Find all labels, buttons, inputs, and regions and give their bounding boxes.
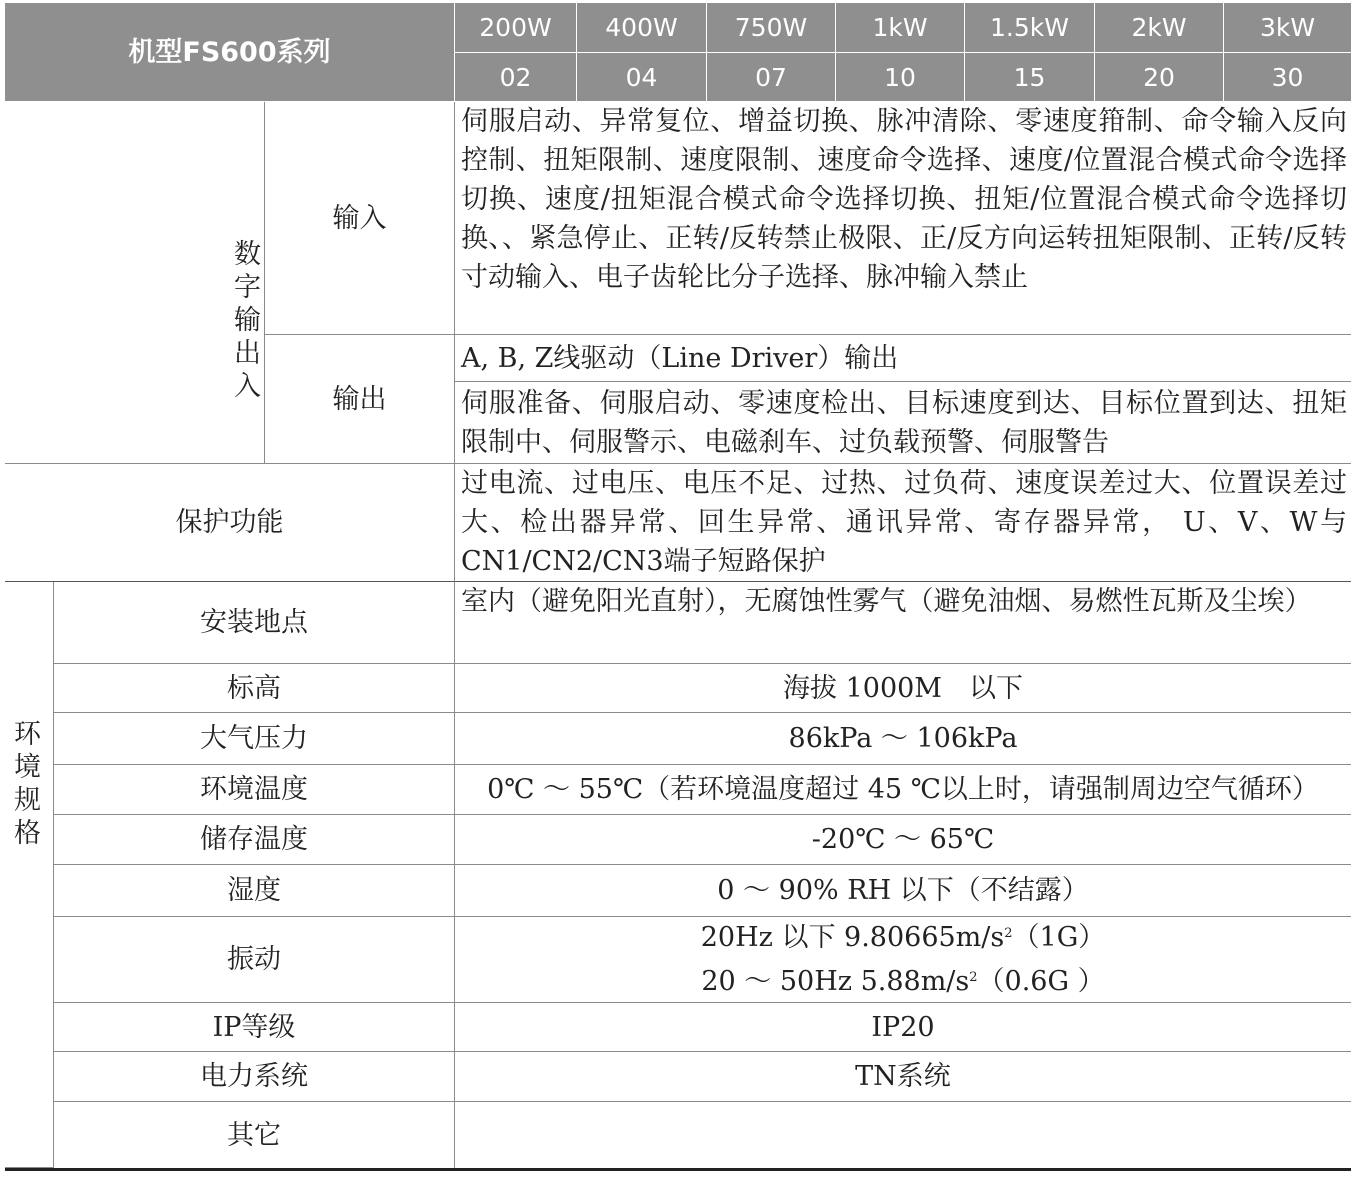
code-15: 15 <box>965 53 1095 102</box>
env-row-label: IP等级 <box>54 1003 455 1052</box>
protection-description: 过电流、过电压、电压不足、过热、过负荷、速度误差过大、位置误差过大、检出器异常、回生异常、通讯异常、寄存器异常， U、V、W与 CN1/CN2/CN3端子短路保护 <box>455 464 1351 582</box>
power-200w: 200W <box>455 3 577 53</box>
env-row-value: TN系统 <box>455 1052 1351 1102</box>
model-series-title: 机型FS600系列 <box>5 3 455 102</box>
env-row-label: 电力系统 <box>54 1052 455 1102</box>
env-row-label: 标高 <box>54 664 455 713</box>
output-description: 伺服准备、伺服启动、零速度检出、目标速度到达、目标位置到达、扭矩限制中、伺服警示、电磁刹车、过负载预警、伺服警告 <box>455 382 1351 464</box>
env-row-value: 0 ～ 90% RH 以下（不结露） <box>455 865 1351 917</box>
env-row-value: 海拔 1000M 以下 <box>455 664 1351 713</box>
power-750w: 750W <box>707 3 836 53</box>
env-row-value: 室内（避免阳光直射），无腐蚀性雾气（避免油烟、易燃性瓦斯及尘埃） <box>455 582 1351 664</box>
env-row-label: 其它 <box>54 1102 455 1168</box>
spec-table <box>5 3 1351 1171</box>
code-20: 20 <box>1095 53 1224 102</box>
env-row-label: 安装地点 <box>54 582 455 664</box>
code-10: 10 <box>836 53 965 102</box>
env-row-label: 振动 <box>54 917 455 1003</box>
code-02: 02 <box>455 53 577 102</box>
env-row-value: -20℃ ～ 65℃ <box>455 815 1351 865</box>
vibration-line-1: 20Hz 以下 $9.80665m/s^2(1G)$ <box>700 921 1106 953</box>
env-row-value: 86kPa ～ 106kPa <box>455 713 1351 765</box>
env-row-label: 环境温度 <box>54 765 455 815</box>
input-description: 伺服启动、异常复位、增益切换、脉冲清除、零速度箝制、命令输入反向控制、扭矩限制、速度限制、速度命令选择、速度/位置混合模式命令选择切换、速度/扭矩混合模式命令选择切换、扭矩/位置混合模式命令选择切换、、紧急停止、正转/反转禁止极限、正/反方向运转扭矩限制、正转/反转寸动输入、电子齿轮比分子选择、脉冲输入禁止 <box>455 102 1351 335</box>
power-1kw: 1kW <box>836 3 965 53</box>
environment-label: 环境规格 <box>5 582 54 1168</box>
vibration-line-2: 20 ～ 50Hz $5.88m/s^2(0.6G$ ） <box>701 965 1105 997</box>
env-row-value <box>455 1102 1351 1168</box>
protection-label: 保护功能 <box>5 464 455 582</box>
power-1-5kw: 1.5kW <box>965 3 1095 53</box>
env-row-value: 0℃ ～ 55℃（若环境温度超过 45 ℃以上时，请强制周边空气循环） <box>455 765 1351 815</box>
power-400w: 400W <box>577 3 707 53</box>
env-row-label: 储存温度 <box>54 815 455 865</box>
input-label: 输入 <box>265 102 455 335</box>
power-3kw: 3kW <box>1224 3 1351 53</box>
env-row-label: 大气压力 <box>54 713 455 765</box>
code-04: 04 <box>577 53 707 102</box>
output-line-driver: A, B, Z线驱动（Line Driver）输出 <box>455 335 1351 382</box>
code-30: 30 <box>1224 53 1351 102</box>
env-row-label: 湿度 <box>54 865 455 917</box>
output-label: 输出 <box>265 335 455 464</box>
power-2kw: 2kW <box>1095 3 1224 53</box>
code-07: 07 <box>707 53 836 102</box>
env-row-value: IP20 <box>455 1003 1351 1052</box>
vibration-value <box>455 917 1351 1003</box>
digital-io-label: 数字输出入 <box>5 102 265 464</box>
